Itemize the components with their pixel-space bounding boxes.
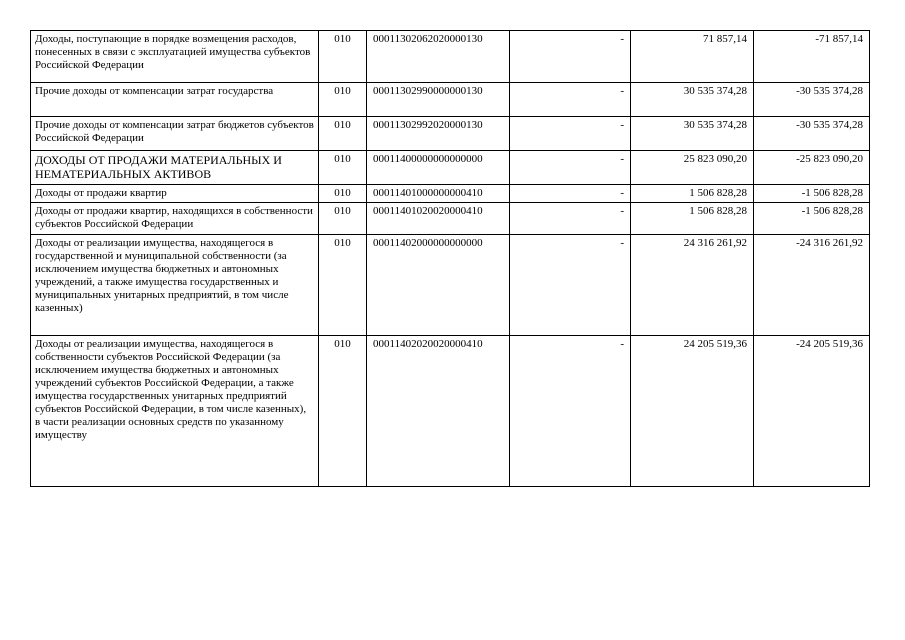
row-approved: - xyxy=(510,31,631,83)
row-kbk-code: 00011402000000000000 xyxy=(367,235,510,336)
row-line-code: 010 xyxy=(319,185,367,203)
row-approved: - xyxy=(510,83,631,117)
table-row xyxy=(31,117,870,151)
row-line-code: 010 xyxy=(319,336,367,487)
table-row xyxy=(31,235,870,336)
table-row xyxy=(31,185,870,203)
row-approved: - xyxy=(510,117,631,151)
row-name: Доходы от реализации имущества, находящегося в государственной и муниципальной собственности (за исключением имущества бюджетных и автономных учреждений, а также имущества государственных и муниципальных унитарных предприятий, в том числе казенных) xyxy=(31,235,319,336)
row-executed: 30 535 374,28 xyxy=(631,117,754,151)
row-kbk-code: 00011402020020000410 xyxy=(367,336,510,487)
row-executed: 30 535 374,28 xyxy=(631,83,754,117)
row-line-code: 010 xyxy=(319,83,367,117)
row-kbk-code: 00011401020020000410 xyxy=(367,203,510,235)
row-unexecuted: -71 857,14 xyxy=(754,31,870,83)
row-approved: - xyxy=(510,336,631,487)
row-name: ДОХОДЫ ОТ ПРОДАЖИ МАТЕРИАЛЬНЫХ И НЕМАТЕРИАЛЬНЫХ АКТИВОВ xyxy=(31,151,319,185)
row-kbk-code: 00011401000000000410 xyxy=(367,185,510,203)
row-line-code: 010 xyxy=(319,151,367,185)
row-executed: 71 857,14 xyxy=(631,31,754,83)
row-line-code: 010 xyxy=(319,235,367,336)
row-executed: 1 506 828,28 xyxy=(631,203,754,235)
table-row xyxy=(31,336,870,487)
row-kbk-code: 00011302990000000130 xyxy=(367,83,510,117)
row-unexecuted: -1 506 828,28 xyxy=(754,203,870,235)
row-kbk-code: 00011302062020000130 xyxy=(367,31,510,83)
row-unexecuted: -25 823 090,20 xyxy=(754,151,870,185)
row-line-code: 010 xyxy=(319,117,367,151)
row-line-code: 010 xyxy=(319,203,367,235)
revenue-report-table xyxy=(30,30,870,487)
row-unexecuted: -24 205 519,36 xyxy=(754,336,870,487)
row-name: Доходы от реализации имущества, находящегося в собственности субъектов Российской Федерации (за исключением имущества бюджетных и автономных учреждений субъектов Российской Федерации, а также имущества государственных унитарных предприятий субъектов Российской Федерации, в том числе казенных), в части реализации основных средств по указанному имуществу xyxy=(31,336,319,487)
row-approved: - xyxy=(510,151,631,185)
row-name: Доходы, поступающие в порядке возмещения расходов, понесенных в связи с эксплуатацией имущества субъектов Российской Федерации xyxy=(31,31,319,83)
row-unexecuted: -1 506 828,28 xyxy=(754,185,870,203)
row-approved: - xyxy=(510,185,631,203)
table-row xyxy=(31,83,870,117)
row-executed: 24 316 261,92 xyxy=(631,235,754,336)
row-unexecuted: -30 535 374,28 xyxy=(754,83,870,117)
row-executed: 24 205 519,36 xyxy=(631,336,754,487)
row-name: Прочие доходы от компенсации затрат государства xyxy=(31,83,319,117)
row-kbk-code: 00011302992020000130 xyxy=(367,117,510,151)
row-unexecuted: -30 535 374,28 xyxy=(754,117,870,151)
row-approved: - xyxy=(510,235,631,336)
table-row xyxy=(31,31,870,83)
row-executed: 25 823 090,20 xyxy=(631,151,754,185)
table-row xyxy=(31,151,870,185)
row-line-code: 010 xyxy=(319,31,367,83)
row-kbk-code: 00011400000000000000 xyxy=(367,151,510,185)
row-approved: - xyxy=(510,203,631,235)
table-row xyxy=(31,203,870,235)
row-name: Доходы от продажи квартир, находящихся в собственности субъектов Российской Федерации xyxy=(31,203,319,235)
row-unexecuted: -24 316 261,92 xyxy=(754,235,870,336)
row-executed: 1 506 828,28 xyxy=(631,185,754,203)
row-name: Прочие доходы от компенсации затрат бюджетов субъектов Российской Федерации xyxy=(31,117,319,151)
row-name: Доходы от продажи квартир xyxy=(31,185,319,203)
